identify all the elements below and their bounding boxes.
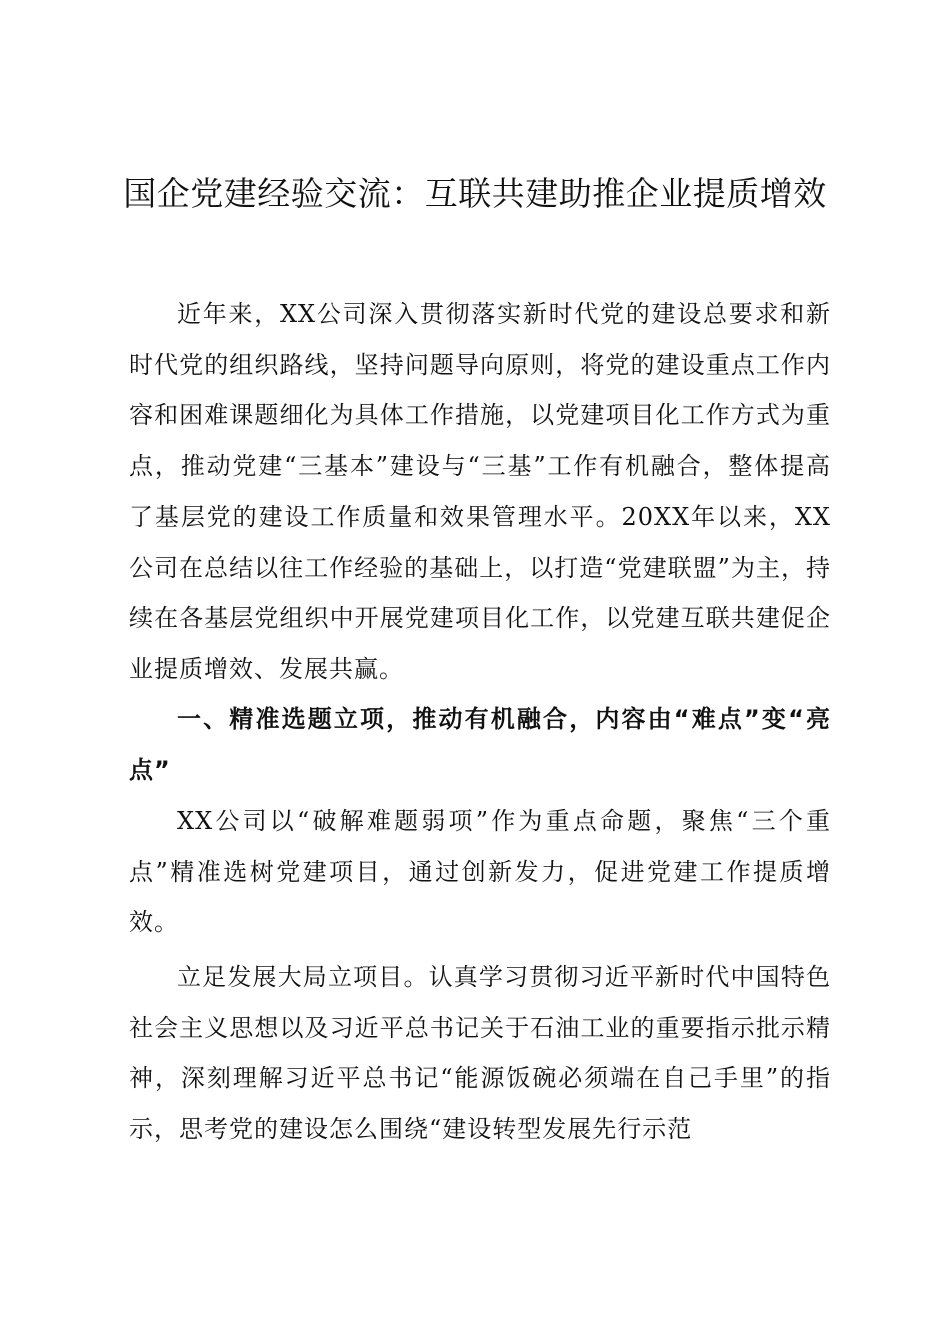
paragraph-section-1-point-1: 立足发展大局立项目。认真学习贯彻习近平新时代中国特色社会主义思想以及习近平总书记关于石油工业的重要指示批示精神，深刻理解习近平总书记“能源饭碗必须端在自己手里”的指示，思考党的建设怎么围绕“建设转型发展先行示范 xyxy=(129,963,831,1144)
paragraph-section-1-intro: XX公司以“破解难题弱项”作为重点命题，聚焦“三个重点”精准选树党建项目，通过创新发力，促进党建工作提质增效。 xyxy=(129,807,831,937)
section-heading-1: 一、精准选题立项，推动有机融合，内容由“难点”变“亮点” xyxy=(129,705,831,784)
document-title: 国企党建经验交流：互联共建助推企业提质增效 xyxy=(123,174,827,213)
paragraph-intro: 近年来，XX公司深入贯彻落实新时代党的建设总要求和新时代党的组织路线，坚持问题导向原则，将党的建设重点工作内容和困难课题细化为具体工作措施，以党建项目化工作方式为重点，推动党建“三基本”建设与“三基”工作有机融合，整体提高了基层党的建设工作质量和效果管理水平。20XX年以来，XX公司在总结以往工作经验的基础上，以打造“党建联盟”为主，持续在各基层党组织中开展党建项目化工作，以党建互联共建促企业提质增效、发展共赢。 xyxy=(129,300,831,683)
